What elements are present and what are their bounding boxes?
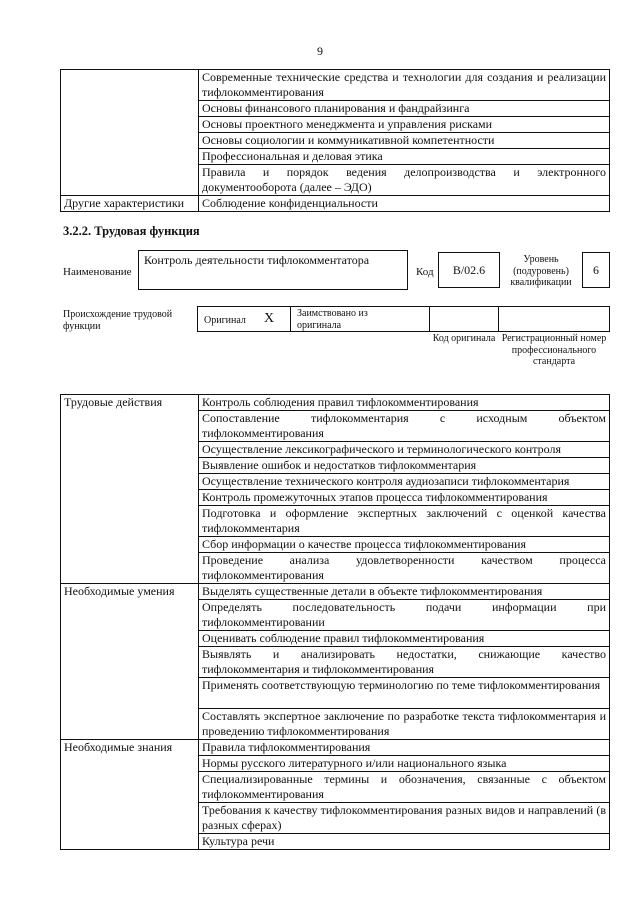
labor-action-item: Проведение анализа удовлетворенности качеством процесса тифлокомментирования — [199, 553, 610, 584]
top-characteristics-table — [60, 69, 610, 212]
origin-code-box — [429, 306, 499, 332]
knowledge-item: Профессиональная и деловая этика — [199, 149, 610, 165]
other-characteristics-label: Другие характеристики — [61, 196, 199, 212]
name-value: Контроль деятельности тифлокомментатора — [144, 253, 370, 267]
name-label: Наименование — [63, 266, 132, 278]
skill-item: Оценивать соблюдение правил тифлокомментирования — [199, 631, 610, 647]
empty-label-cell — [61, 70, 199, 196]
knowledge-item: Нормы русского литературного и/или национального языка — [199, 756, 610, 772]
knowledge-item: Основы социологии и коммуникативной компетентности — [199, 133, 610, 149]
reg-number-label: Регистрационный номер профессионального стандарта — [501, 333, 607, 367]
section-heading: 3.2.2. Трудовая функция — [63, 224, 200, 238]
labor-action-item: Контроль промежуточных этапов процесса тифлокомментирования — [199, 490, 610, 506]
knowledge-item: Современные технические средства и технологии для создания и реализации тифлокомментирования — [199, 70, 610, 101]
code-label: Код — [416, 266, 434, 278]
borrowed-box — [290, 306, 430, 332]
other-characteristics-item: Соблюдение конфиденциальности — [199, 196, 610, 212]
origin-code-label: Код оригинала — [432, 333, 496, 344]
labor-action-item: Осуществление технического контроля аудиозаписи тифлокомментария — [199, 474, 610, 490]
knowledge-item: Правила и порядок ведения делопроизводства и электронного документооборота (далее – ЭДО) — [199, 165, 610, 196]
knowledge-item: Основы проектного менеджмента и управления рисками — [199, 117, 610, 133]
labor-function-table — [60, 394, 610, 850]
level-value: 6 — [593, 263, 599, 277]
labor-action-item: Выявление ошибок и недостатков тифлокомментария — [199, 458, 610, 474]
code-value-box — [438, 252, 500, 288]
required-skills-label: Необходимые умения — [61, 584, 199, 740]
labor-action-item: Контроль соблюдения правил тифлокомментирования — [199, 395, 610, 411]
labor-action-item: Осуществление лексикографического и терминологического контроля — [199, 442, 610, 458]
skill-item: Применять соответствующую терминологию по теме тифлокомментирования — [199, 678, 610, 709]
labor-action-item: Сбор информации о качестве процесса тифлокомментирования — [199, 537, 610, 553]
required-knowledge-label: Необходимые знания — [61, 740, 199, 850]
name-value-box — [138, 250, 408, 290]
skill-item: Выделять существенные детали в объекте тифлокомментирования — [199, 584, 610, 600]
page-number: 9 — [317, 44, 323, 58]
reg-number-box — [498, 306, 610, 332]
labor-action-item: Подготовка и оформление экспертных заключений с оценкой качества тифлокомментария — [199, 506, 610, 537]
knowledge-item: Требования к качеству тифлокомментирования разных видов и направлений (в разных сферах) — [199, 803, 610, 834]
skill-item: Определять последовательность подачи информации при тифлокомментировании — [199, 600, 610, 631]
knowledge-item: Специализированные термины и обозначения, связанные с объектом тифлокомментирования — [199, 772, 610, 803]
original-label: Оригинал — [204, 315, 246, 326]
code-value: B/02.6 — [452, 263, 486, 277]
origin-label: Происхождение трудовой функции — [63, 309, 173, 332]
level-value-box — [582, 252, 610, 288]
borrowed-label: Заимствовано из оригинала — [297, 308, 368, 331]
labor-actions-label: Трудовые действия — [61, 395, 199, 584]
original-mark: X — [264, 311, 275, 326]
original-box — [197, 306, 291, 332]
knowledge-item: Культура речи — [199, 834, 610, 850]
labor-action-item: Сопоставление тифлокомментария с исходным объектом тифлокомментирования — [199, 411, 610, 442]
level-label: Уровень (подуровень) квалификации — [510, 254, 572, 288]
skill-item: Составлять экспертное заключение по разработке текста тифлокомментария и проведению тифлокомментирования — [199, 709, 610, 740]
skill-item: Выявлять и анализировать недостатки, снижающие качество тифлокомментария и тифлокомментирования — [199, 647, 610, 678]
knowledge-item: Правила тифлокомментирования — [199, 740, 610, 756]
knowledge-item: Основы финансового планирования и фандрайзинга — [199, 101, 610, 117]
